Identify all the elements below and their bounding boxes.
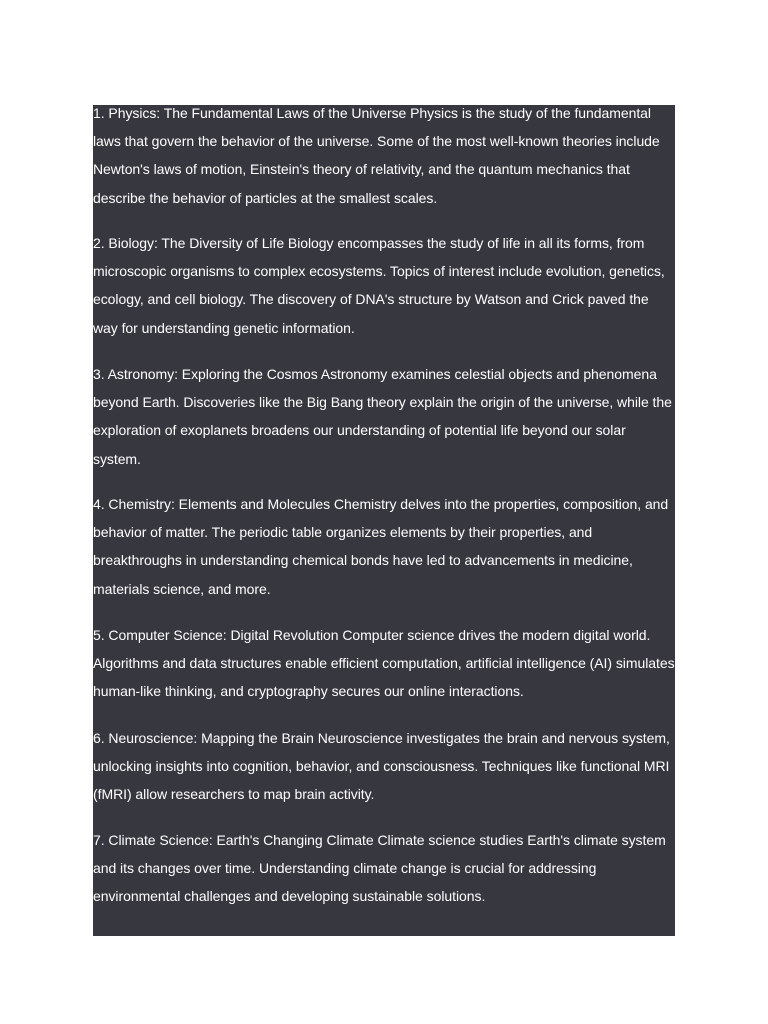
paragraph-climate-science: 7. Climate Science: Earth's Changing Climate Climate science studies Earth's climate system and its changes over time. Understanding climate change is crucial for addressing environmental challenges and developing sustainable solutions. [93, 832, 666, 905]
paragraph-neuroscience: 6. Neuroscience: Mapping the Brain Neuroscience investigates the brain and nervous system, unlocking insights into cognition, behavior, and consciousness. Techniques like functional MRI (fMRI) allow researchers to map brain activity. [93, 730, 670, 803]
paragraph-chemistry: 4. Chemistry: Elements and Molecules Chemistry delves into the properties, composition, and behavior of matter. The periodic table organizes elements by their properties, and breakthroughs in understanding chemical bonds have led to advancements in medicine, materials science, and more. [93, 496, 669, 597]
paragraph-physics: 1. Physics: The Fundamental Laws of the Universe Physics is the study of the fundamental laws that govern the behavior of the universe. Some of the most well-known theories include Newton's laws of motion, Einstein's theory of relativity, and the quantum mechanics that describe the behavior of particles at the smallest scales. [93, 105, 660, 206]
paragraph-biology: 2. Biology: The Diversity of Life Biology encompasses the study of life in all its forms, from microscopic organisms to complex ecosystems. Topics of interest include evolution, genetics, ecology, and cell biology. The discovery of DNA's structure by Watson and Crick paved the way for understanding genetic information. [93, 235, 665, 336]
paragraph-astronomy: 3. Astronomy: Exploring the Cosmos Astronomy examines celestial objects and phenomena beyond Earth. Discoveries like the Big Bang theory explain the origin of the universe, while the exploration of exoplanets broadens our understanding of potential life beyond our solar system. [93, 366, 672, 467]
paragraph-computer-science: 5. Computer Science: Digital Revolution Computer science drives the modern digital world. Algorithms and data structures enable efficient computation, artificial intelligence (AI) simulates human-like thinking, and cryptography secures our online interactions. [93, 627, 675, 700]
text-content-block [93, 105, 675, 936]
